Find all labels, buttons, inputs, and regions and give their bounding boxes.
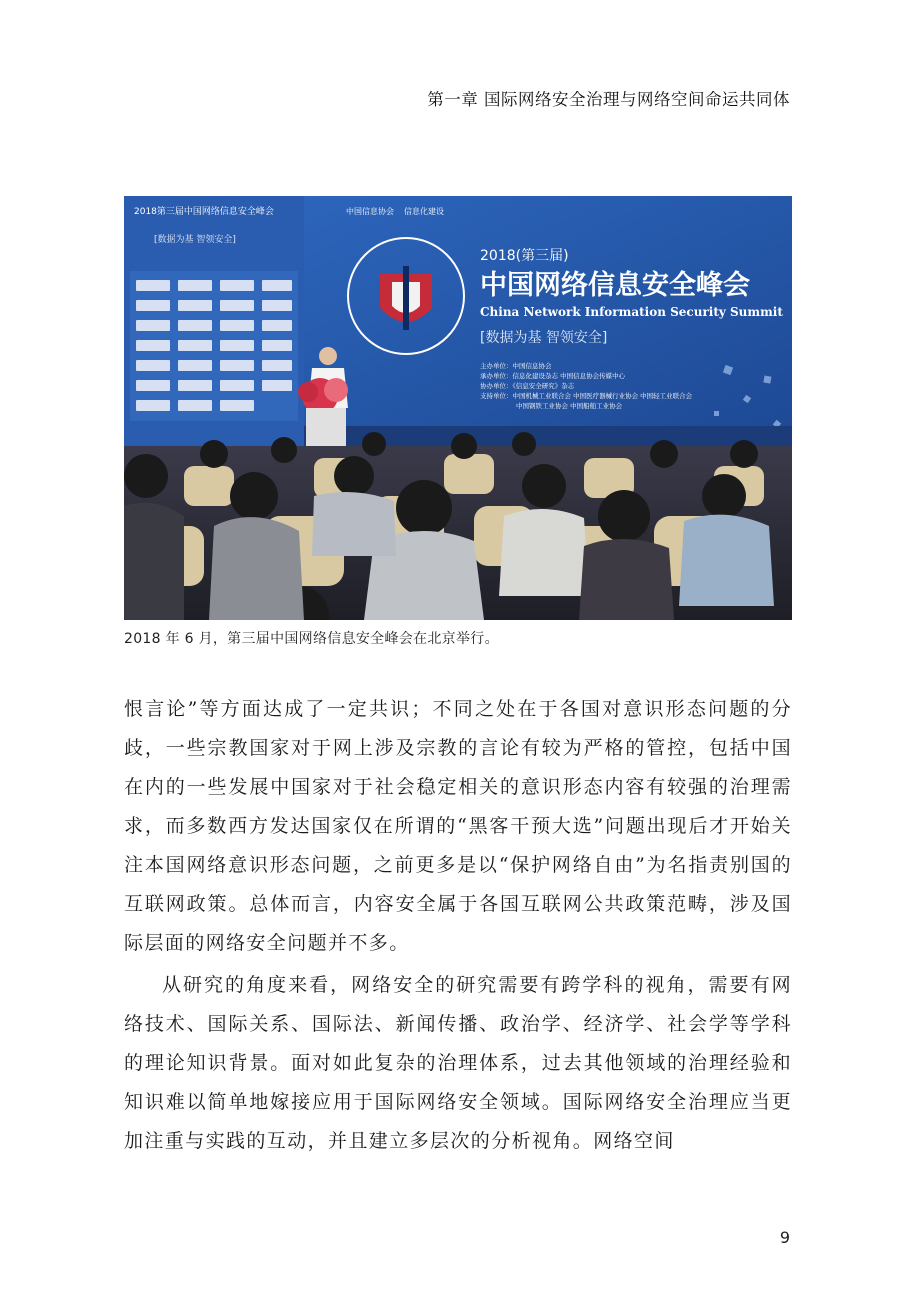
left-panel-title: 2018第三届中国网络信息安全峰会 <box>134 207 274 217</box>
organizer-line-1: 主办单位：中国信息协会 <box>480 362 552 370</box>
photo-caption: 2018 年 6 月，第三届中国网络信息安全峰会在北京举行。 <box>124 631 499 647</box>
top-org-2: 信息化建设 <box>404 207 444 216</box>
screen-title: 中国网络信息安全峰会 <box>480 270 750 301</box>
organizer-line-3: 协办单位：《信息安全研究》杂志 <box>480 382 575 390</box>
organizer-line-5: 中国钢铁工业协会 中国船舶工业协会 <box>516 402 623 410</box>
page-number: 9 <box>779 1228 790 1247</box>
top-org-1: 中国信息协会 <box>346 207 394 216</box>
running-head: 第一章 国际网络安全治理与网络空间命运共同体 <box>427 90 790 109</box>
organizer-line-4: 支持单位：中国机械工业联合会 中国医疗器械行业协会 中国轻工业联合会 <box>480 392 693 400</box>
body-text <box>124 690 792 1161</box>
screen-year: 2018(第三届) <box>480 248 569 264</box>
screen-slogan: [数据为基 智领安全] <box>480 330 608 346</box>
conference-photo <box>124 196 792 620</box>
paragraph-1: 恨言论”等方面达成了一定共识；不同之处在于各国对意识形态问题的分歧，一些宗教国家对于网上涉及宗教的言论有较为严格的管控，包括中国在内的一些发展中国家对于社会稳定相关的意识形态内容有较强的治理需求，而多数西方发达国家仅在所谓的“黑客干预大选”问题出现后才开始关注本国网络意识形态问题，之前更多是以“保护网络自由”为名指责别国的互联网政策。总体而言，内容安全属于各国互联网公共政策范畴，涉及国际层面的网络安全问题并不多。 <box>124 698 792 954</box>
paragraph-2: 从研究的角度来看，网络安全的研究需要有跨学科的视角，需要有网络技术、国际关系、国际法、新闻传播、政治学、经济学、社会学等学科的理论知识背景。面对如此复杂的治理体系，过去其他领域的治理经验和知识难以简单地嫁接应用于国际网络安全领域。国际网络安全治理应当更加注重与实践的互动，并且建立多层次的分析视角。网络空间 <box>124 974 792 1152</box>
left-panel-slogan: [数据为基 智领安全] <box>154 235 236 245</box>
organizer-line-2: 承办单位：信息化建设杂志 中国信息协会传媒中心 <box>480 372 626 380</box>
screen-subtitle: China Network Information Security Summit <box>480 305 783 319</box>
